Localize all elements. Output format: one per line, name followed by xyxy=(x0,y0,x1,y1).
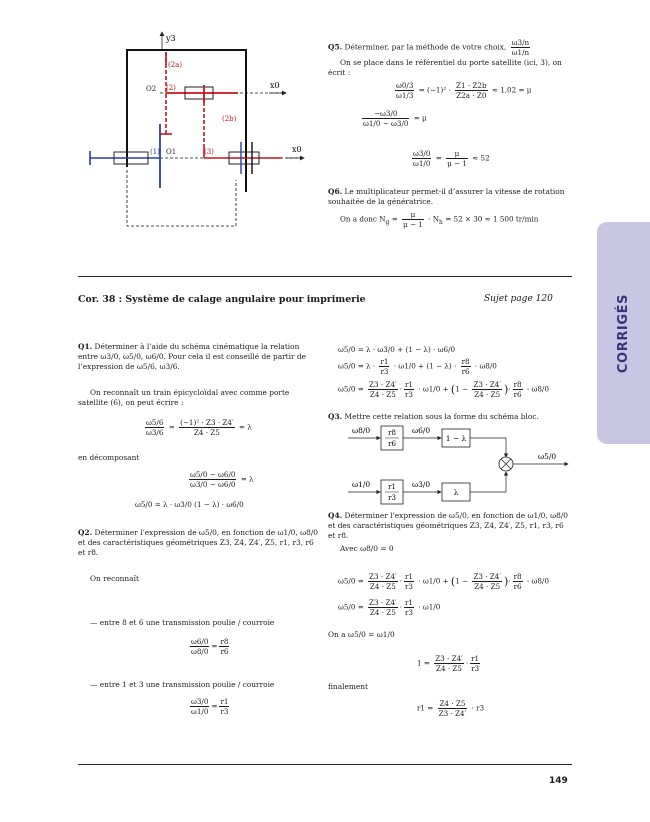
x-axis-top-label: x0 xyxy=(270,81,280,90)
bd-mid-top: ω6/0 xyxy=(412,426,431,435)
label-1: (1) xyxy=(150,148,160,156)
svg-text:1 − λ: 1 − λ xyxy=(445,434,467,443)
q1-eq1: $\frac{\omega 5/6}{\omega 3/6}$ = $\frac{\text{(−1)² · Z3 · Z4′}}{Z4 \cdot Z5}$ = λ xyxy=(146,418,252,437)
q5-para: On se place dans le référentiel du porte satellite (ici, 3), on écrit : xyxy=(328,58,562,78)
q2-b1-eq: $\frac{\omega 6/0}{\omega 8/0}$ = $\frac{r8}{r6}$ xyxy=(191,637,229,656)
side-tab-label: CORRIGÉS xyxy=(616,293,632,373)
y-axis-label: y3 xyxy=(166,34,176,43)
label-2a: (2a) xyxy=(168,61,183,69)
q1-eq3: ω5/0 = λ · ω3/0 (1 − λ) · ω6/0 xyxy=(135,500,244,509)
q4-block: Q4. Déterminer l’expression de ω5/0, en fonction de ω1/0, ω8/0 et des caractéristiques géométriques Z3, Z4, Z4′, Z5, r1, r3, r6 et r8. xyxy=(328,511,569,541)
q2-recon: On reconnaît xyxy=(90,574,139,583)
bd-in-bot: ω1/0 xyxy=(352,480,371,489)
q2-bullet2: — entre 1 et 3 une transmission poulie / courroie xyxy=(90,680,275,689)
q5-eq3: $\frac{\omega 3/0}{\omega 1/0}$ = $\frac{\mu}{\mu - 1}$ ≈ 52 xyxy=(413,149,490,168)
q4-eq3: 1 = $\frac{Z3 \cdot Z4'}{Z4 \cdot Z5}$ · $\frac{r1}{r3}$ xyxy=(417,654,480,673)
section-title: Cor. 38 : Système de calage angulaire pour imprimerie xyxy=(78,294,366,305)
q1-para: On reconnaît un train épicycloïdal avec comme porte satellite (6), on peut écrire : xyxy=(78,388,290,408)
q4-eq2: ω5/0 = $\frac{Z3 \cdot Z4'}{Z4 \cdot Z5}$ · $\frac{r1}{r3}$ · ω1/0 xyxy=(338,598,441,617)
q4-ona: On a ω5/0 = ω1/0 xyxy=(328,630,395,639)
kinematic-diagram xyxy=(86,30,316,230)
q4-avec: Avec ω8/0 = 0 xyxy=(340,544,394,553)
x-axis-bottom-label: x0 xyxy=(292,145,302,154)
right-eq1: ω5/0 = λ · ω3/0 + (1 − λ) · ω6/0 xyxy=(338,345,456,354)
svg-text:r6: r6 xyxy=(388,440,396,448)
q1-block: Q1. Déterminer à l’aide du schéma cinématique la relation entre ω3/0, ω5/0, ω6/0. Pour cela il est conseillé de partir de l’expression de ω5/6, ω3/6. xyxy=(78,342,306,372)
page-number: 149 xyxy=(549,776,568,786)
q4-eq4: r1 = $\frac{Z4 \cdot Z5}{Z3 \cdot Z4'}$ · r3 xyxy=(417,699,485,718)
svg-text:λ: λ xyxy=(453,488,459,497)
side-tab xyxy=(597,222,650,444)
label-o1: O1 xyxy=(166,148,177,156)
svg-text:r8: r8 xyxy=(388,429,396,437)
q3-block: Q3. Mettre cette relation sous la forme du schéma bloc. xyxy=(328,412,539,421)
label-3: (3) xyxy=(204,148,214,156)
q2-b2-eq: $\frac{\omega 3/0}{\omega 1/0}$ = $\frac{r1}{r3}$ xyxy=(191,697,229,716)
q5-eq2: $\frac{-\omega 3/0}{\omega 1/0 - \omega 3/0}$ = μ xyxy=(363,109,427,128)
label-2b: (2b) xyxy=(222,115,237,123)
q5-eq1: $\frac{\omega 0/3}{\omega 1/3}$ = (−1)² · $\frac{Z1 \cdot Z2b}{Z2a \cdot Z0}$ ≈ 1,02 = μ xyxy=(396,81,532,100)
q4-finalement: finalement xyxy=(328,682,368,691)
q5-block: Q5. Déterminer, par la méthode de votre choix, $\frac{\omega 3/n}{\omega 1/n}$ xyxy=(328,38,530,57)
q2-block: Q2. Déterminer l’expression de ω5/0, en fonction de ω1/0, ω8/0 et des caractéristiques géométriques Z3, Z4, Z4′, Z5, r1, r3, r6 et r8. xyxy=(78,528,319,558)
bd-mid-bot: ω3/0 xyxy=(412,480,431,489)
q2-bullet1: — entre 8 et 6 une transmission poulie / courroie xyxy=(90,618,275,627)
q1-eq2: $\frac{\omega 5/0 - \omega 6/0}{\omega 3/0 - \omega 6/0}$ = λ xyxy=(190,470,254,489)
bd-out: ω5/0 xyxy=(538,452,557,461)
bd-in-top: ω8/0 xyxy=(352,426,371,435)
q6-block: Q6. Le multiplicateur permet-il d’assurer la vitesse de rotation souhaitée de la génératrice. xyxy=(328,187,565,207)
svg-text:r3: r3 xyxy=(388,494,396,502)
q1-decomp: en décomposant xyxy=(78,453,140,462)
right-eq3: ω5/0 = $\frac{Z3 \cdot Z4'}{Z4 \cdot Z5}$ · $\frac{r1}{r3}$ · ω1/0 + (1 − $\frac{Z3 \cdot Z4'}{Z4 \cdot Z5}$ )· $\frac{r8}{r6}$ · ω8/0 xyxy=(338,380,549,399)
label-2: (2) xyxy=(166,84,176,92)
footer-rule xyxy=(78,764,572,765)
q6-answer: On a donc $N_g$ = $\frac{\mu}{\mu - 1}$ · $N_h = 52 \times 30 \approx 1$ 500 tr/min xyxy=(340,210,539,229)
svg-text:r1: r1 xyxy=(388,483,396,491)
label-o2: O2 xyxy=(146,85,157,93)
q4-eq1: ω5/0 = $\frac{Z3 \cdot Z4'}{Z4 \cdot Z5}$ · $\frac{r1}{r3}$ · ω1/0 + (1 − $\frac{Z3 \cdot Z4'}{Z4 \cdot Z5}$ )· $\frac{r8}{r6}$ · ω8/0 xyxy=(338,572,549,591)
section-page-ref: Sujet page 120 xyxy=(484,294,553,304)
block-diagram xyxy=(330,422,575,508)
section-rule-top xyxy=(78,276,572,277)
right-eq2: ω5/0 = λ · $\frac{r1}{r3}$ · ω1/0 + (1 − λ) · $\frac{r8}{r6}$ · ω8/0 xyxy=(338,357,497,376)
